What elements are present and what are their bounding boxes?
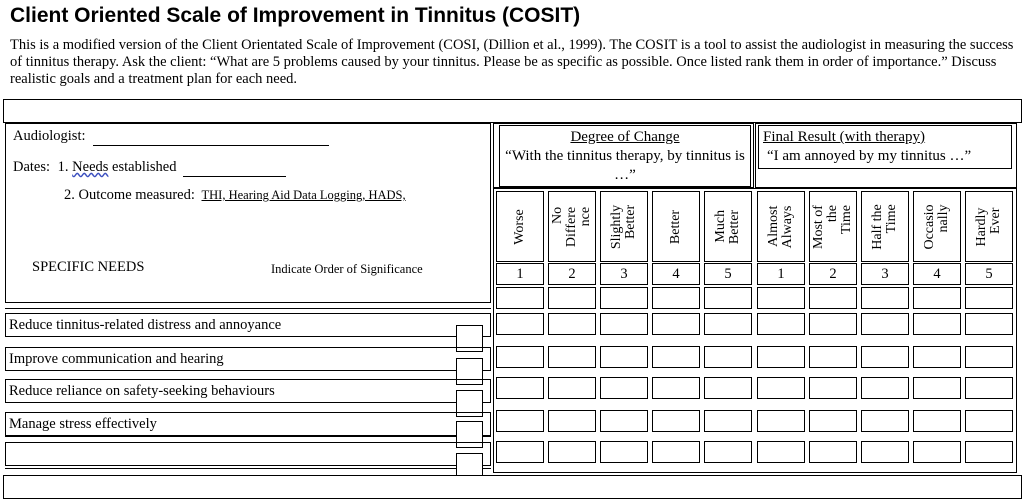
intro-paragraph: This is a modified version of the Client Orientated Scale of Improvement (COSI, (Dillion et al., 1999). The COSIT is a tool to assist the audiologist in measuring the success of tinnitus therapy. Ask the client: “What are 5 problems caused by your tinnitus. Please be as specific as possible. Once listed rank them in order of importance.” Discuss realistic goals and a treatment plan for each need. [10, 37, 1014, 87]
need-text: Reduce reliance on safety-seeking behaviours [9, 383, 275, 399]
final-rating-cell[interactable] [913, 377, 961, 399]
final-option-header [861, 191, 909, 262]
change-option-header [652, 191, 700, 262]
audiologist-field[interactable] [13, 128, 329, 146]
need-text: Manage stress effectively [9, 416, 157, 432]
final-option-number: 5 [965, 263, 1013, 285]
final-option-number: 1 [757, 263, 805, 285]
change-option-label: No Differe nce [550, 206, 593, 247]
final-rating-cell[interactable] [861, 346, 909, 368]
final-rating-cell[interactable] [757, 346, 805, 368]
change-rating-cell[interactable] [704, 287, 752, 309]
final-option-number: 4 [913, 263, 961, 285]
change-rating-cell[interactable] [704, 313, 752, 335]
change-rating-cell[interactable] [652, 441, 700, 463]
change-rating-cell[interactable] [704, 441, 752, 463]
change-option-number: 4 [652, 263, 700, 285]
change-rating-cell[interactable] [548, 410, 596, 432]
footer-row [3, 475, 1022, 499]
need-text: Reduce tinnitus-related distress and annoyance [9, 317, 282, 333]
need-row[interactable] [5, 379, 491, 403]
needs-row-divider [5, 436, 491, 437]
final-option-label: Most of the Time [811, 204, 854, 249]
final-option-label: Half the Time [870, 203, 899, 250]
final-rating-cell[interactable] [965, 441, 1013, 463]
change-rating-cell[interactable] [600, 410, 648, 432]
change-option-label: Slightly Better [609, 204, 638, 249]
page-title: Client Oriented Scale of Improvement in Tinnitus (COSIT) [10, 4, 581, 27]
final-option-number: 2 [809, 263, 857, 285]
final-rating-cell[interactable] [965, 313, 1013, 335]
change-rating-cell[interactable] [652, 313, 700, 335]
needs-row-divider [5, 468, 491, 469]
final-rating-cell[interactable] [809, 410, 857, 432]
final-rating-cell[interactable] [965, 410, 1013, 432]
change-option-number: 5 [704, 263, 752, 285]
change-option-header [704, 191, 752, 262]
dates-row-1 [13, 159, 286, 177]
degree-of-change-heading: Degree of Change [570, 129, 680, 145]
change-rating-cell[interactable] [600, 287, 648, 309]
final-result-question: “I am annoyed by my tinnitus …” [767, 148, 972, 164]
final-rating-cell[interactable] [861, 441, 909, 463]
change-rating-cell[interactable] [652, 377, 700, 399]
final-rating-cell[interactable] [809, 346, 857, 368]
change-option-label: Worse [512, 208, 527, 245]
final-option-header [809, 191, 857, 262]
change-rating-cell[interactable] [652, 287, 700, 309]
final-rating-cell[interactable] [965, 346, 1013, 368]
final-rating-cell[interactable] [913, 287, 961, 309]
need-row[interactable] [5, 442, 491, 466]
change-rating-cell[interactable] [548, 441, 596, 463]
change-option-number: 3 [600, 263, 648, 285]
final-rating-cell[interactable] [965, 377, 1013, 399]
change-rating-cell[interactable] [704, 410, 752, 432]
dates-item1-word: Needs [72, 159, 109, 175]
change-rating-cell[interactable] [704, 346, 752, 368]
need-row[interactable] [5, 347, 491, 371]
change-rating-cell[interactable] [496, 377, 544, 399]
change-option-label: Much Better [713, 209, 742, 244]
final-rating-cell[interactable] [861, 313, 909, 335]
change-rating-cell[interactable] [600, 377, 648, 399]
final-option-header [965, 191, 1013, 262]
specific-needs-label: SPECIFIC NEEDS [32, 259, 145, 275]
change-rating-cell[interactable] [600, 313, 648, 335]
change-rating-cell[interactable] [548, 287, 596, 309]
change-rating-cell[interactable] [496, 410, 544, 432]
degree-of-change-question: “With the tinnitus therapy, by tinnitus is …” [505, 148, 745, 183]
final-result-heading: Final Result (with therapy) [763, 129, 926, 145]
header-separator-row [3, 99, 1022, 123]
change-option-header [548, 191, 596, 262]
final-rating-cell[interactable] [861, 377, 909, 399]
outcome-measured-value[interactable]: THI, Hearing Aid Data Logging, HADS, [201, 188, 406, 202]
final-option-number: 3 [861, 263, 909, 285]
change-rating-cell[interactable] [548, 313, 596, 335]
final-result-header [758, 125, 1012, 169]
dates-item1-rest: established [112, 159, 177, 175]
audiologist-blank[interactable] [93, 128, 329, 146]
final-rating-cell[interactable] [913, 410, 961, 432]
final-rating-cell[interactable] [809, 313, 857, 335]
change-rating-cell[interactable] [496, 287, 544, 309]
change-rating-cell[interactable] [600, 441, 648, 463]
change-option-header [600, 191, 648, 262]
final-rating-cell[interactable] [861, 287, 909, 309]
final-option-label: Hardly Ever [974, 207, 1003, 246]
final-rating-cell[interactable] [809, 377, 857, 399]
final-option-label: Occasio nally [922, 203, 951, 250]
audiologist-label: Audiologist: [13, 128, 86, 144]
dates-item1-prefix: 1. [57, 159, 69, 175]
final-rating-cell[interactable] [913, 346, 961, 368]
change-rating-cell[interactable] [548, 346, 596, 368]
final-rating-cell[interactable] [757, 313, 805, 335]
needs-row-divider [5, 308, 491, 309]
final-option-header [757, 191, 805, 262]
final-rating-cell[interactable] [913, 313, 961, 335]
need-row[interactable] [5, 313, 491, 337]
change-rating-cell[interactable] [496, 313, 544, 335]
change-rating-cell[interactable] [652, 410, 700, 432]
change-rating-cell[interactable] [704, 377, 752, 399]
change-rating-cell[interactable] [652, 346, 700, 368]
order-of-significance-label: Indicate Order of Significance [271, 262, 423, 276]
change-option-number: 1 [496, 263, 544, 285]
change-rating-cell[interactable] [496, 441, 544, 463]
final-rating-cell[interactable] [757, 377, 805, 399]
change-option-label: Better [668, 209, 683, 244]
final-rating-cell[interactable] [757, 410, 805, 432]
final-rating-cell[interactable] [809, 441, 857, 463]
final-option-label: Almost Always [766, 205, 795, 248]
final-rating-cell[interactable] [861, 410, 909, 432]
dates-label: Dates: [13, 159, 51, 175]
change-rating-cell[interactable] [548, 377, 596, 399]
outcome-measured-label: 2. Outcome measured: [64, 187, 195, 203]
change-rating-cell[interactable] [600, 346, 648, 368]
final-rating-cell[interactable] [809, 287, 857, 309]
change-rating-cell[interactable] [496, 346, 544, 368]
final-rating-cell[interactable] [757, 287, 805, 309]
dates-row-2 [64, 187, 406, 204]
final-rating-cell[interactable] [757, 441, 805, 463]
change-option-header [496, 191, 544, 262]
final-rating-cell[interactable] [965, 287, 1013, 309]
final-option-header [913, 191, 961, 262]
final-rating-cell[interactable] [913, 441, 961, 463]
need-row[interactable] [5, 412, 491, 436]
needs-established-blank[interactable] [183, 159, 286, 177]
degree-of-change-header [499, 125, 751, 187]
need-text: Improve communication and hearing [9, 351, 224, 367]
change-option-number: 2 [548, 263, 596, 285]
